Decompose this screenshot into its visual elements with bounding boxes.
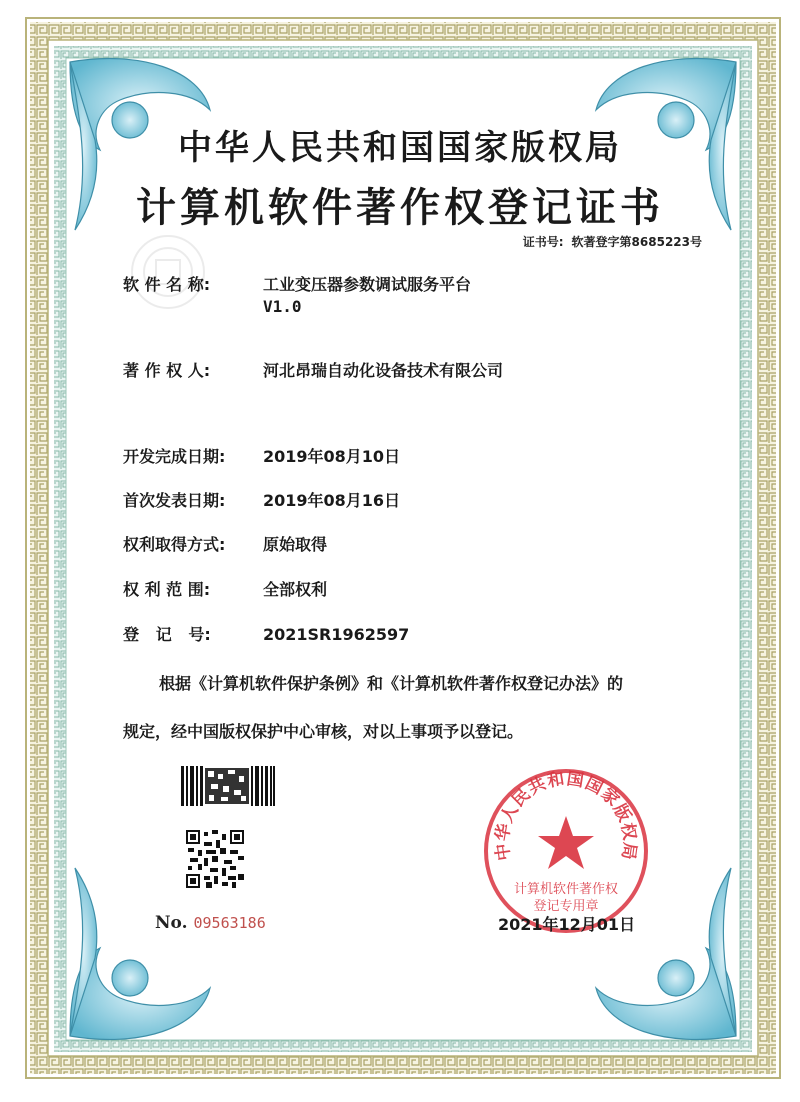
certificate-title: 计算机软件著作权登记证书	[136, 185, 664, 231]
certificate-number-label: 证书号:	[522, 235, 564, 249]
scope-value: 全部权利	[263, 580, 328, 599]
serial-number-label: No.	[155, 913, 188, 933]
field-acquire-method	[123, 532, 327, 555]
issuing-authority: 中华人民共和国国家版权局	[178, 128, 622, 168]
certificate-number-value: 软著登字第8685223号	[571, 235, 702, 249]
statement-line-2: 规定，经中国版权保护中心审核，对以上事项予以登记。	[123, 722, 524, 741]
scope-label: 权 利 范 围:	[123, 580, 211, 599]
registration-number-label: 登 记 号:	[123, 625, 211, 644]
seal-ring-text: 中华人民共和国国家版权局	[492, 769, 640, 862]
field-software-name	[123, 272, 471, 316]
serial-number-value: 09563186	[193, 914, 266, 932]
field-registration-number	[123, 622, 409, 645]
seal-inner-line-2: 登记专用章	[533, 899, 599, 914]
software-name-label: 软 件 名 称:	[123, 275, 211, 294]
software-name-value: 工业变压器参数调试服务平台	[263, 275, 472, 294]
field-dev-date	[123, 444, 400, 467]
owner-label: 著 作 权 人:	[123, 361, 211, 380]
seal-inner-line-1: 计算机软件著作权	[513, 882, 619, 897]
field-owner	[123, 358, 503, 381]
official-seal	[481, 766, 651, 936]
qr-code	[186, 830, 244, 888]
issue-date: 2021年12月01日	[498, 915, 636, 934]
serial-number	[155, 913, 266, 933]
seal-star-icon	[538, 816, 594, 869]
field-pub-date	[123, 488, 400, 511]
acquire-method-label: 权利取得方式:	[123, 535, 226, 554]
acquire-method-value: 原始取得	[263, 535, 328, 554]
corner-ornament-bottom-left	[70, 868, 210, 1039]
dev-date-value: 2019年08月10日	[263, 447, 401, 466]
field-scope	[123, 577, 327, 600]
dev-date-label: 开发完成日期:	[123, 447, 226, 466]
barcode	[181, 766, 275, 806]
certificate-number	[523, 233, 702, 250]
statement-line-1: 根据《计算机软件保护条例》和《计算机软件著作权登记办法》的	[159, 674, 624, 693]
owner-value: 河北昂瑞自动化设备技术有限公司	[263, 361, 504, 380]
pub-date-value: 2019年08月16日	[263, 491, 401, 510]
software-version: V1.0	[263, 297, 302, 316]
registration-number-value: 2021SR1962597	[263, 625, 410, 644]
pub-date-label: 首次发表日期:	[123, 491, 226, 510]
